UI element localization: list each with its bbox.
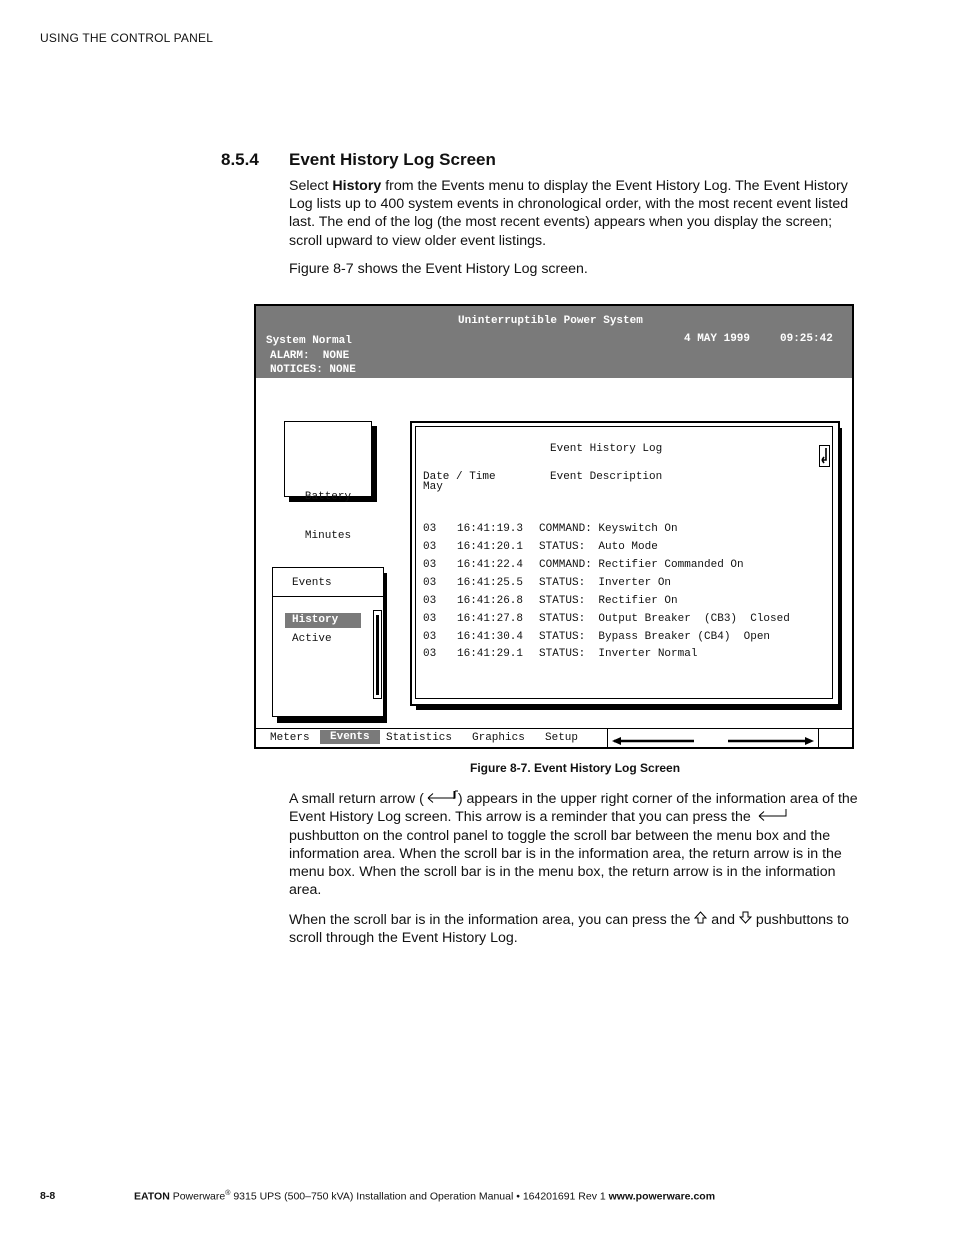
left-arrow-icon[interactable]	[612, 733, 696, 751]
battery-box	[284, 421, 372, 542]
intro-text-b: from the Events menu to display the Event History Log. The Event History Log lists up to 400 system events in chronological order, with the most recent event listed last. The end of the log (the most recent events) appears when you display the screen; scroll upward to view older event listings.	[289, 178, 849, 249]
log-description: STATUS: Inverter Normal	[539, 648, 698, 660]
intro-paragraph	[289, 177, 859, 250]
log-description: STATUS: Rectifier On	[539, 595, 678, 607]
log-title: Event History Log	[550, 443, 663, 455]
menu-divider-right	[818, 729, 819, 748]
log-day: 03	[423, 559, 437, 571]
menu-graphics[interactable]: Graphics	[472, 732, 525, 744]
screen-title: Uninterruptible Power System	[458, 315, 643, 327]
log-time: 16:41:27.8	[457, 613, 524, 625]
events-menu-title: Events	[292, 577, 332, 589]
return-arrow-paragraph	[289, 790, 859, 900]
log-day: 03	[423, 541, 437, 553]
screen-time: 09:25:42	[780, 333, 833, 345]
para3-text-a: A small return arrow (	[289, 791, 424, 807]
footer-brand: EATON	[134, 1190, 170, 1203]
page-number: 8-8	[40, 1190, 56, 1202]
log-description: STATUS: Output Breaker (CB3) Closed	[539, 613, 790, 625]
para4-text-b: and	[707, 912, 739, 928]
log-description: STATUS: Inverter On	[539, 577, 672, 589]
column-header-date-time: Date / Time	[423, 471, 496, 483]
para4-text-a: When the scroll bar is in the information area, you can press the	[289, 912, 695, 928]
para3-text-c: pushbutton on the control panel to toggle the scroll bar between the menu box and the information area. When the scroll bar is in the information area, the return arrow is in the menu box. When the scroll bar is in the menu box, the return arrow is in the information area.	[289, 827, 842, 899]
screen-header	[256, 306, 852, 378]
footer-text	[134, 1190, 715, 1203]
alarm-status: ALARM: NONE	[270, 350, 350, 362]
menu-item-history[interactable]: History	[285, 613, 361, 628]
log-time: 16:41:26.8	[457, 595, 524, 607]
footer-product: Powerware	[169, 1190, 226, 1203]
running-head: USING THE CONTROL PANEL	[40, 31, 214, 45]
menu-divider	[607, 729, 608, 748]
menu-setup[interactable]: Setup	[545, 732, 579, 744]
return-arrow-icon	[819, 445, 830, 467]
minutes-label: Minutes	[304, 530, 352, 542]
footer-manual-info: 9315 UPS (500–750 kVA) Installation and Operation Manual • 164201691 Rev 1	[230, 1190, 609, 1203]
log-time: 16:41:19.3	[457, 523, 524, 535]
log-description: STATUS: Bypass Breaker (CB4) Open	[539, 631, 771, 643]
events-menu-divider	[273, 596, 383, 597]
log-outer-frame	[410, 421, 840, 706]
up-arrow-icon	[694, 911, 707, 929]
log-time: 16:41:22.4	[457, 559, 524, 571]
down-arrow-icon	[739, 911, 752, 929]
log-time: 16:41:25.5	[457, 577, 524, 589]
right-arrow-icon[interactable]	[728, 733, 814, 751]
footer-registered-mark: ®	[225, 1190, 231, 1197]
scroll-paragraph	[289, 911, 859, 948]
figure-caption: Figure 8-7. Event History Log Screen	[470, 761, 681, 775]
log-day: 03	[423, 631, 437, 643]
para3-text-b: ) appears in the upper right corner of the information area of the Event History Log screen. This arrow is a reminder that you can press the	[289, 791, 858, 826]
log-day: 03	[423, 648, 437, 660]
menu-statistics[interactable]: Statistics	[386, 732, 453, 744]
footer-url: www.powerware.com	[608, 1190, 716, 1203]
screen-date: 4 MAY 1999	[684, 333, 751, 345]
menu-scrollbar-thumb[interactable]	[376, 615, 379, 695]
log-day: 03	[423, 595, 437, 607]
log-day: 03	[423, 577, 437, 589]
log-day: 03	[423, 613, 437, 625]
column-header-month: May	[423, 481, 443, 493]
return-arrow-icon	[424, 790, 458, 808]
ups-screen-figure	[254, 304, 854, 749]
para4-text-c: pushbuttons to scroll through the Event History Log.	[289, 912, 849, 947]
section-title: Event History Log Screen	[289, 150, 496, 169]
log-time: 16:41:30.4	[457, 631, 524, 643]
return-button-icon	[755, 808, 789, 826]
intro-text-a: Select	[289, 178, 333, 194]
menu-scrollbar[interactable]	[373, 610, 382, 699]
log-info-area[interactable]	[415, 426, 833, 699]
figure-reference: Figure 8-7 shows the Event History Log screen.	[289, 261, 588, 277]
log-description: COMMAND: Rectifier Commanded On	[539, 559, 744, 571]
bottom-menu-bar	[256, 728, 852, 748]
events-menu-box	[272, 567, 384, 717]
battery-label: Battery	[304, 491, 352, 503]
intro-bold-history: History	[332, 178, 382, 194]
log-time: 16:41:29.1	[457, 648, 524, 660]
system-status: System Normal	[266, 335, 352, 347]
log-day: 03	[423, 523, 437, 535]
menu-meters[interactable]: Meters	[270, 732, 310, 744]
column-header-description: Event Description	[550, 471, 663, 483]
menu-item-active[interactable]: Active	[292, 633, 332, 645]
log-description: STATUS: Auto Mode	[539, 541, 658, 553]
log-time: 16:41:20.1	[457, 541, 524, 553]
notices-status: NOTICES: NONE	[270, 364, 356, 376]
log-description: COMMAND: Keyswitch On	[539, 523, 678, 535]
menu-events[interactable]: Events	[320, 730, 380, 744]
section-number: 8.5.4	[221, 150, 259, 169]
